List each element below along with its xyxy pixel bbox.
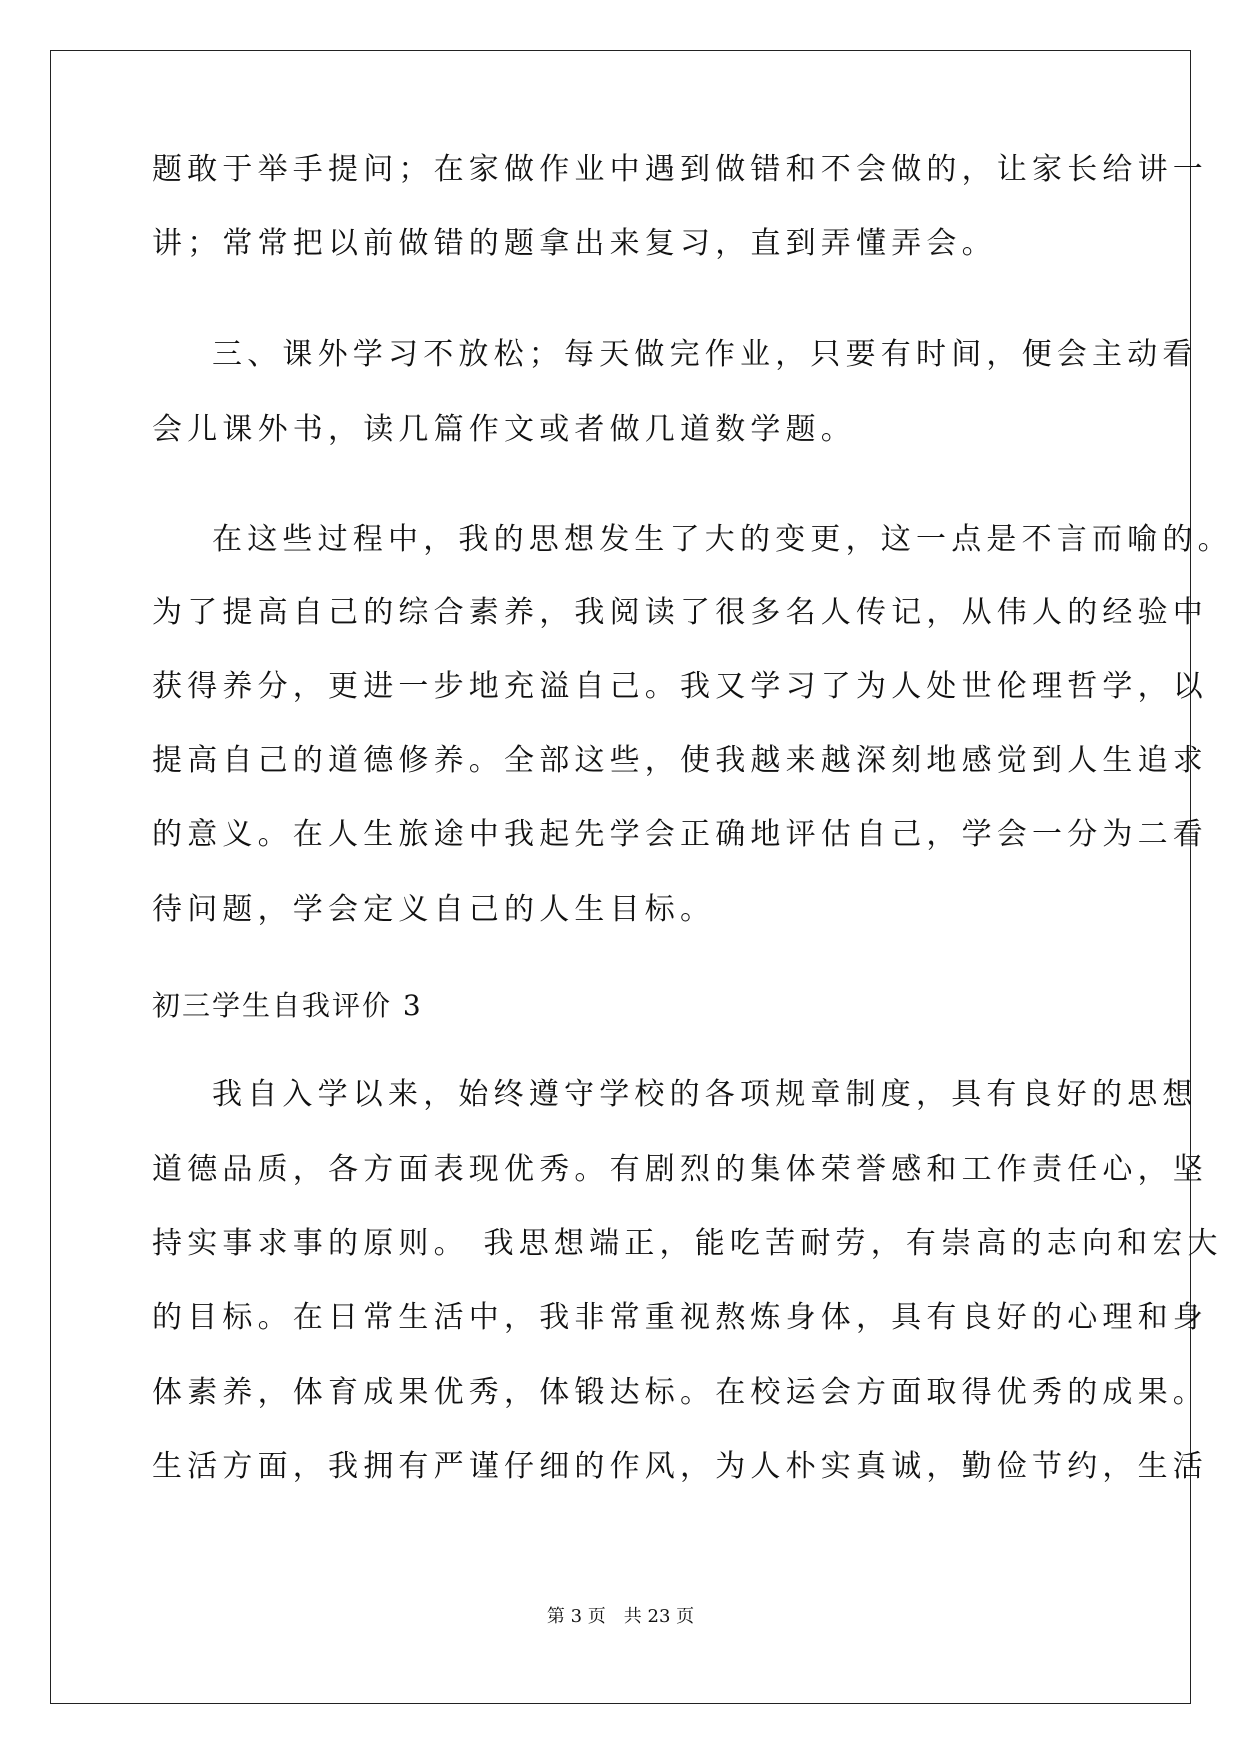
page-number-footer: 第 3 页 共 23 页	[546, 1606, 695, 1627]
text-line: 提高自己的道德修养。全部这些，使我越来越深刻地感觉到人生追求	[152, 743, 1208, 778]
text-line: 道德品质，各方面表现优秀。有剧烈的集体荣誉感和工作责任心，坚	[152, 1152, 1208, 1187]
text-line: 获得养分，更进一步地充溢自己。我又学习了为人处世伦理哲学，以	[152, 669, 1208, 704]
paragraph-start-line: 我自入学以来，始终遵守学校的各项规章制度，具有良好的思想	[212, 1077, 1198, 1112]
text-line: 待问题，学会定义自己的人生目标。	[152, 892, 716, 927]
text-line: 的意义。在人生旅途中我起先学会正确地评估自己，学会一分为二看	[152, 817, 1208, 852]
text-line: 体素养，体育成果优秀，体锻达标。在校运会方面取得优秀的成果。	[152, 1375, 1208, 1410]
section-title: 初三学生自我评价 3	[152, 989, 423, 1022]
text-line: 生活方面，我拥有严谨仔细的作风，为人朴实真诚，勤俭节约，生活	[152, 1449, 1208, 1484]
text-line: 的目标。在日常生活中，我非常重视熬炼身体，具有良好的心理和身	[152, 1300, 1208, 1335]
text-line: 为了提高自己的综合素养，我阅读了很多名人传记，从伟人的经验中	[152, 595, 1208, 630]
text-line: 会儿课外书，读几篇作文或者做几道数学题。	[152, 412, 856, 447]
paragraph-start-line: 在这些过程中，我的思想发生了大的变更，这一点是不言而喻的。	[212, 522, 1233, 557]
paragraph-start-line: 三、课外学习不放松；每天做完作业，只要有时间，便会主动看	[212, 337, 1198, 372]
text-line: 讲；常常把以前做错的题拿出来复习，直到弄懂弄会。	[152, 226, 997, 261]
text-line: 题敢于举手提问；在家做作业中遇到做错和不会做的，让家长给讲一	[152, 152, 1208, 187]
text-line: 持实事求事的原则。 我思想端正，能吃苦耐劳，有崇高的志向和宏大	[152, 1226, 1223, 1261]
